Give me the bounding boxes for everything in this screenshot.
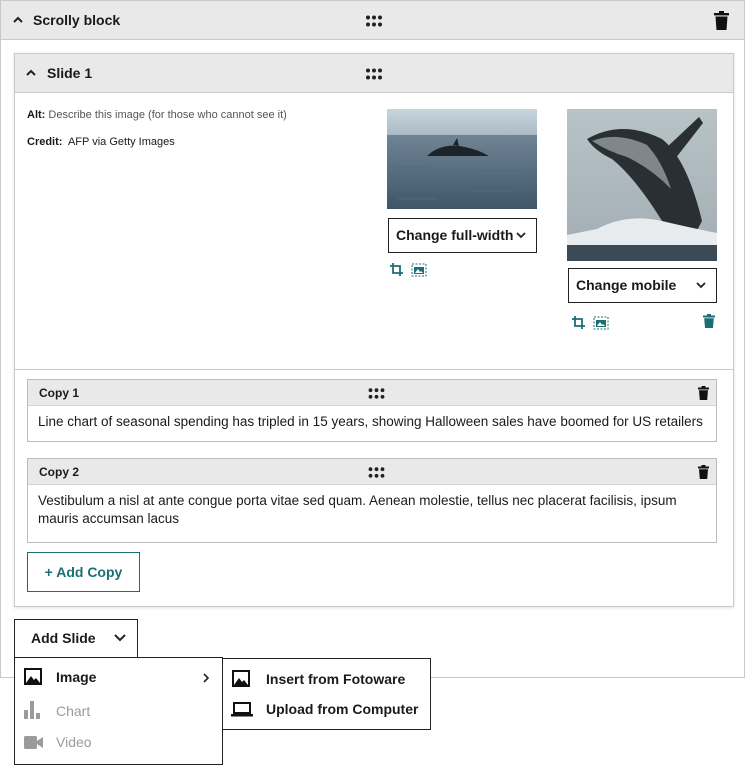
menu-item-label: Video xyxy=(56,734,92,750)
chevron-up-icon[interactable] xyxy=(12,14,24,26)
copy-text[interactable]: Line chart of seasonal spending has tripled in 15 years, showing Halloween sales have boomed for US retailers xyxy=(38,414,703,429)
copy-panel xyxy=(27,458,717,543)
slide-header xyxy=(15,54,733,93)
copy-panel xyxy=(27,379,717,442)
insert-from-fotoware[interactable] xyxy=(223,664,430,694)
video-icon xyxy=(24,736,43,749)
drag-handle-icon[interactable] xyxy=(365,68,383,80)
drag-handle-icon[interactable] xyxy=(368,388,385,399)
copy-title: Copy 2 xyxy=(39,465,80,479)
image-icon xyxy=(232,670,250,687)
copy-title: Copy 1 xyxy=(39,386,80,400)
chevron-up-icon[interactable] xyxy=(25,67,37,79)
chevron-right-icon xyxy=(203,673,210,683)
copy-header xyxy=(28,380,716,406)
change-full-width-button[interactable] xyxy=(388,218,537,253)
credit-label: Credit: xyxy=(27,136,63,148)
image-submenu xyxy=(222,658,431,730)
slide-title: Slide 1 xyxy=(47,65,93,81)
full-width-image xyxy=(387,109,537,209)
block-title: Scrolly block xyxy=(33,12,121,28)
menu-item-label: Image xyxy=(56,669,97,685)
chevron-down-icon xyxy=(516,232,526,239)
add-copy-button[interactable]: + Add Copy xyxy=(27,552,140,592)
add-slide-label: Add Slide xyxy=(31,630,96,646)
focal-point-icon[interactable] xyxy=(411,263,427,277)
menu-item-label: Chart xyxy=(56,703,91,719)
crop-icon[interactable] xyxy=(389,262,404,277)
upload-from-computer[interactable] xyxy=(223,694,430,724)
chart-icon xyxy=(24,701,42,719)
copy-text[interactable]: Vestibulum a nisl at ante congue porta vitae sed quam. Aenean molestie, tellus nec placerat facilisis, ipsum mauris accumsan lacus xyxy=(38,493,677,526)
menu-item-chart xyxy=(15,696,222,726)
copy-header xyxy=(28,459,716,485)
crop-icon[interactable] xyxy=(571,315,586,330)
delete-copy-icon[interactable] xyxy=(698,386,709,400)
change-mobile-label: Change mobile xyxy=(576,277,677,293)
change-full-width-label: Change full-width xyxy=(396,227,514,243)
focal-point-icon[interactable] xyxy=(593,316,609,330)
slide-panel xyxy=(14,53,734,607)
block-header xyxy=(1,1,744,40)
drag-handle-icon[interactable] xyxy=(368,467,385,478)
delete-copy-icon[interactable] xyxy=(698,465,709,479)
menu-item-video xyxy=(15,727,222,757)
alt-label: Alt: xyxy=(27,109,46,121)
credit-value: AFP via Getty Images xyxy=(67,136,175,148)
add-slide-button[interactable] xyxy=(14,619,138,658)
delete-block-icon[interactable] xyxy=(714,11,729,30)
section-divider xyxy=(15,369,733,370)
add-slide-menu xyxy=(14,657,223,765)
alt-row xyxy=(27,109,287,121)
delete-mobile-image-icon[interactable] xyxy=(703,314,715,328)
credit-row xyxy=(27,136,175,148)
chevron-down-icon xyxy=(114,634,126,642)
submenu-item-label: Insert from Fotoware xyxy=(266,671,406,687)
chevron-down-icon xyxy=(696,282,706,289)
laptop-icon xyxy=(231,702,253,717)
menu-item-image[interactable] xyxy=(15,662,222,692)
alt-input[interactable]: Describe this image (for those who cannot see it) xyxy=(48,109,287,121)
drag-handle-icon[interactable] xyxy=(365,15,383,27)
image-icon xyxy=(24,668,42,685)
submenu-item-label: Upload from Computer xyxy=(266,701,419,717)
change-mobile-button[interactable] xyxy=(568,268,717,303)
mobile-image xyxy=(567,109,717,261)
